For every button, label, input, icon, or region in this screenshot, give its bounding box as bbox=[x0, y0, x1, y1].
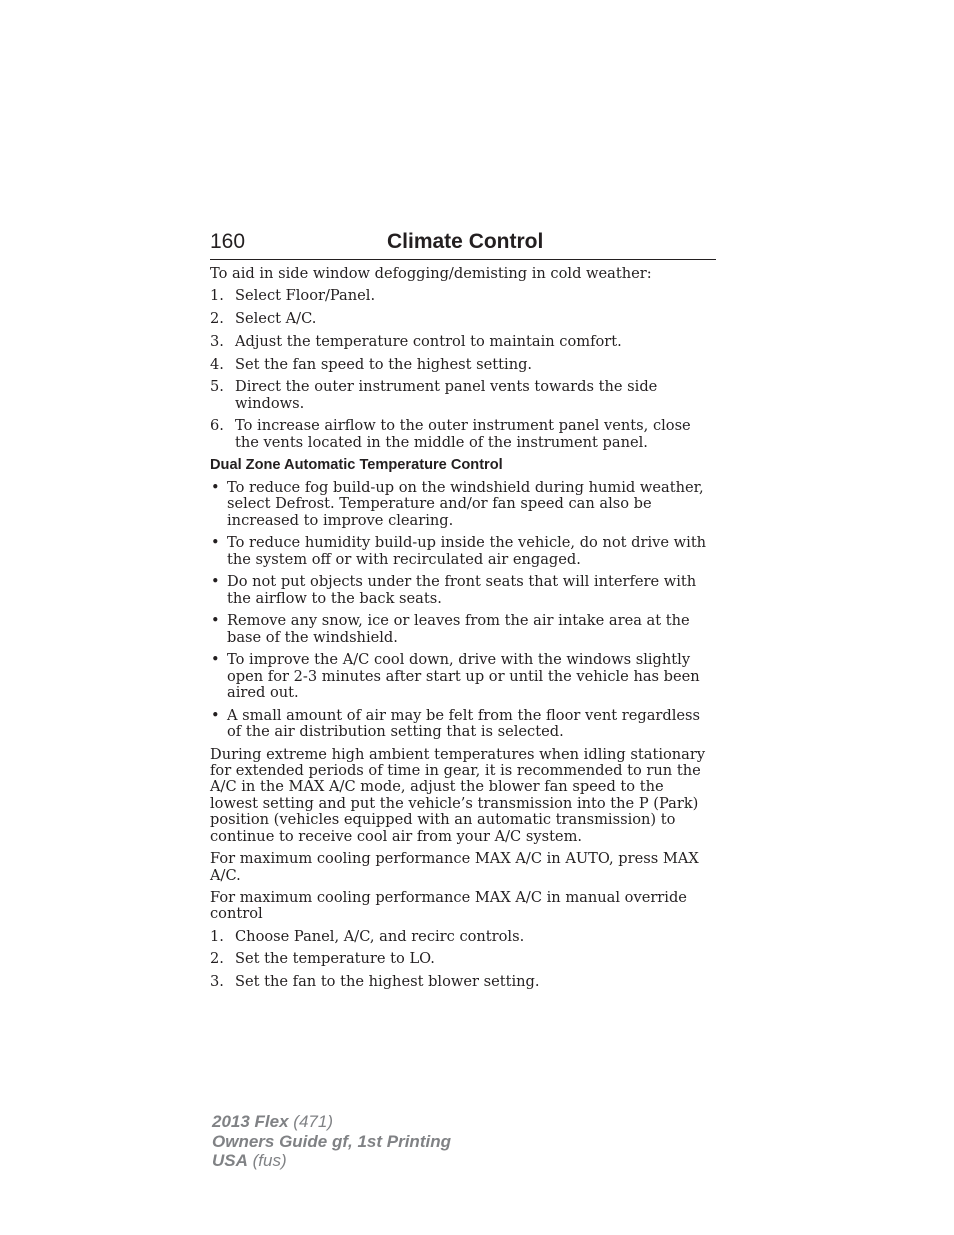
step-text: Set the fan to the highest blower setting. bbox=[235, 973, 540, 991]
bullet-icon: • bbox=[211, 534, 220, 552]
step-number: 3. bbox=[210, 973, 224, 991]
footer-guide: Owners Guide gf, 1st Printing bbox=[212, 1131, 451, 1151]
list-item bbox=[210, 288, 716, 304]
max-ac-steps-list bbox=[210, 929, 716, 991]
footer-market: USA bbox=[212, 1151, 248, 1170]
list-item bbox=[210, 574, 716, 607]
high-temp-paragraph: During extreme high ambient temperatures when idling stationary for extended periods of time in gear, it is recommended to run the A/C in the MAX A/C mode, adjust the blower fan speed to the lowest setting and put the vehicle’s transmission into the P (Park) position (vehicles equipped with an automatic transmission) to continue to receive cool air from your A/C system. bbox=[210, 745, 706, 845]
section-title: Climate Control bbox=[387, 230, 544, 253]
list-item bbox=[210, 974, 716, 990]
step-text: Set the fan speed to the highest setting. bbox=[235, 355, 533, 373]
page-header bbox=[210, 229, 716, 260]
bullet-icon: • bbox=[211, 651, 220, 669]
list-item bbox=[210, 357, 716, 373]
step-number: 6. bbox=[210, 417, 224, 435]
step-number: 2. bbox=[210, 950, 224, 968]
bullet-icon: • bbox=[211, 706, 220, 724]
step-number: 1. bbox=[210, 287, 224, 305]
list-item bbox=[210, 951, 716, 967]
step-number: 3. bbox=[210, 332, 224, 350]
bullet-icon: • bbox=[211, 573, 220, 591]
step-text: Adjust the temperature control to maintain comfort. bbox=[235, 332, 622, 350]
list-item bbox=[210, 379, 716, 412]
document-footer bbox=[212, 1112, 451, 1171]
step-text: Choose Panel, A/C, and recirc controls. bbox=[235, 927, 525, 945]
step-number: 2. bbox=[210, 310, 224, 328]
list-item bbox=[210, 311, 716, 327]
footer-line-market bbox=[212, 1151, 451, 1171]
list-item bbox=[210, 535, 716, 568]
bullet-icon: • bbox=[211, 612, 220, 630]
bullet-text: To reduce fog build-up on the windshield during humid weather, select Defrost. Temperature and/or fan speed can also be increased to improve clearing. bbox=[227, 478, 704, 529]
step-text: Select A/C. bbox=[235, 310, 317, 328]
footer-model: 2013 Flex bbox=[212, 1112, 289, 1131]
max-ac-manual-paragraph: For maximum cooling performance MAX A/C in manual override control bbox=[210, 888, 687, 923]
list-item bbox=[210, 334, 716, 350]
page-number: 160 bbox=[210, 230, 246, 253]
bullet-text: To improve the A/C cool down, drive with the windows slightly open for 2-3 minutes after start up or until the vehicle has been aired out. bbox=[227, 651, 700, 702]
list-item bbox=[210, 480, 716, 529]
subheading-dual-zone: Dual Zone Automatic Temperature Control bbox=[210, 457, 503, 474]
bullet-text: A small amount of air may be felt from the floor vent regardless of the air distribution setting that is selected. bbox=[227, 706, 701, 741]
list-item bbox=[210, 652, 716, 701]
footer-line-model bbox=[212, 1112, 451, 1132]
tips-bullet-list bbox=[210, 480, 716, 741]
step-number: 5. bbox=[210, 378, 224, 396]
page-content bbox=[210, 266, 716, 997]
max-ac-auto-paragraph: For maximum cooling performance MAX A/C in AUTO, press MAX A/C. bbox=[210, 850, 699, 884]
list-item bbox=[210, 613, 716, 646]
bullet-text: Remove any snow, ice or leaves from the air intake area at the base of the windshield. bbox=[227, 612, 690, 646]
step-text: Set the temperature to LO. bbox=[235, 950, 435, 968]
bullet-text: Do not put objects under the front seats that will interfere with the airflow to the back seats. bbox=[227, 573, 697, 607]
step-number: 4. bbox=[210, 355, 224, 373]
step-number: 1. bbox=[210, 927, 224, 945]
step-text: To increase airflow to the outer instrument panel vents, close the vents located in the middle of the instrument panel. bbox=[235, 417, 691, 451]
footer-line-guide bbox=[212, 1132, 451, 1152]
bullet-text: To reduce humidity build-up inside the vehicle, do not drive with the system off or with recirculated air engaged. bbox=[227, 534, 707, 568]
footer-market-code: (fus) bbox=[252, 1151, 287, 1170]
defog-steps-list bbox=[210, 288, 716, 451]
bullet-icon: • bbox=[211, 478, 220, 496]
intro-text: To aid in side window defogging/demisting in cold weather: bbox=[210, 265, 652, 282]
list-item bbox=[210, 418, 716, 451]
step-text: Select Floor/Panel. bbox=[235, 287, 376, 305]
footer-model-code: (471) bbox=[293, 1112, 333, 1131]
list-item bbox=[210, 929, 716, 945]
step-text: Direct the outer instrument panel vents towards the side windows. bbox=[235, 378, 658, 412]
list-item bbox=[210, 708, 716, 741]
